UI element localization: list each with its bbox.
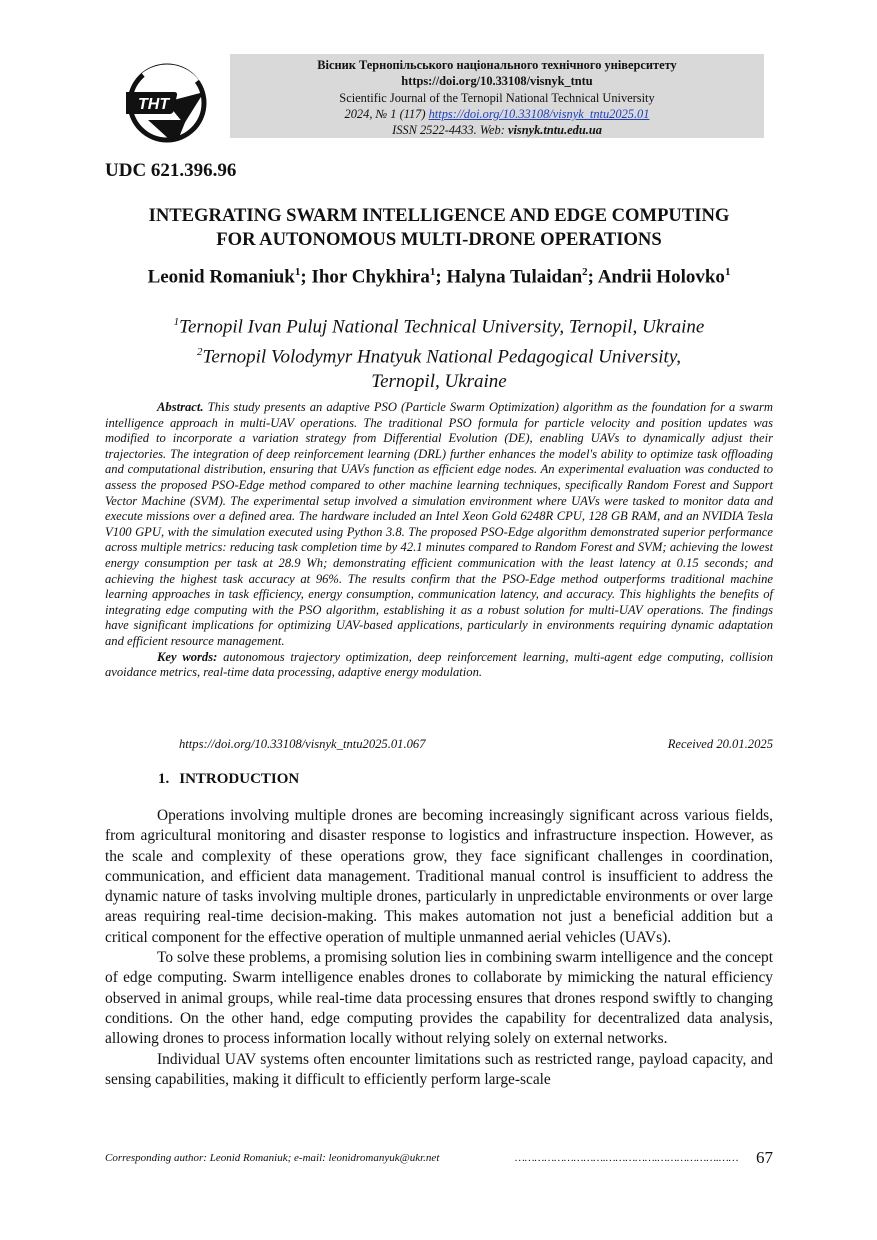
affiliation-text: Ternopil Ivan Puluj National Technical University, Ternopil, Ukraine [179, 316, 705, 338]
page-footer [105, 1152, 773, 1164]
university-logo [126, 62, 208, 144]
affiliation-text: Ternopil Volodymyr Hnatyuk National Pedagogical University, [202, 346, 681, 368]
footer-dots: ……………………….…………….……………….…… [515, 1152, 739, 1164]
section-heading [158, 771, 299, 788]
author-name: Ihor Chykhira [311, 266, 430, 288]
paper-title [105, 204, 773, 252]
title-line-1: INTEGRATING SWARM INTELLIGENCE AND EDGE COMPUTING [148, 205, 730, 226]
author-affiliation-mark: 2 [582, 266, 588, 278]
body-paragraph: To solve these problems, a promising solution lies in combining swarm intelligence and the concept of edge computing. Swarm intelligence enables drones to collaborate by mimicking the natural efficiency observed in animal groups, while real-time data processing ensures that drones respond swiftly to changing conditions. On the other hand, edge computing provides the capability for decentralized data analysis, allowing drones to process information locally without relying solely on external networks. [105, 949, 773, 1048]
journal-title-en: Scientific Journal of the Ternopil National Technical University [339, 90, 655, 105]
author-name: Andrii Holovko [597, 266, 725, 288]
udc-code: UDC 621.396.96 [105, 160, 237, 181]
affiliation-mark: 2 [197, 345, 203, 358]
keywords-paragraph [105, 650, 773, 681]
author-separator: ; [435, 266, 447, 288]
issue-line [230, 106, 764, 122]
body-paragraph: Individual UAV systems often encounter limitations such as restricted range, payload capacity, and sensing capabilities, making it difficult to efficiently perform large-scale [105, 1050, 773, 1088]
title-line-2: FOR AUTONOMOUS MULTI-DRONE OPERATIONS [216, 229, 662, 250]
article-doi[interactable]: https://doi.org/10.33108/visnyk_tntu2025.01.067 [179, 737, 426, 751]
section-title: INTRODUCTION [179, 771, 300, 787]
author-separator: ; [587, 266, 598, 288]
keywords-text: autonomous trajectory optimization, deep reinforcement learning, multi-agent edge computing, collision avoidance metrics, real-time data processing, adaptive energy modulation. [105, 649, 773, 680]
keywords-label: Key words: [157, 649, 218, 664]
issn: ISSN 2522-4433. Web: [392, 123, 505, 138]
author-name: Halyna Tulaidan [446, 266, 583, 288]
abstract-label: Abstract. [157, 400, 204, 414]
journal-website[interactable]: visnyk.tntu.edu.ua [507, 123, 602, 138]
affiliation-mark: 1 [173, 316, 180, 328]
page-number: 67 [756, 1148, 773, 1167]
issn-line [230, 122, 764, 138]
abstract-paragraph [105, 400, 773, 650]
body-paragraph: Operations involving multiple drones are becoming increasingly significant across various fields, from agricultural monitoring and disaster response to logistics and infrastructure inspection. However, as the scale and complexity of these operations grow, they face significant challenges in coordination, communication, and efficient data management. Traditional manual control is insufficient to address the dynamic nature of tasks involving multiple drones, particularly in unpredictable environments or over large areas requiring real-time decision-making. This makes automation not just a beneficial addition but a critical component for the effective operation of multiple unmanned aerial vehicles (UAVs). [105, 807, 773, 946]
section-number: 1. [158, 771, 170, 787]
author-name: Leonid Romaniuk [147, 266, 295, 288]
journal-doi-ua: https://doi.org/10.33108/visnyk_tntu [401, 74, 593, 89]
affiliation-1 [105, 310, 773, 340]
svg-text:ТНТ: ТНТ [138, 96, 170, 113]
affiliations [105, 310, 773, 394]
received-date: Received 20.01.2025 [667, 737, 773, 751]
affiliation-2 [105, 340, 773, 370]
abstract-text: This study presents an adaptive PSO (Particle Swarm Optimization) algorithm as the foundation for a swarm intelligence approach in multi-UAV operations. The traditional PSO formula for particle velocity and position updates was modified to incorporate a variation strategy from Differential Evolution (DE), enabling UAVs to dynamically adjust their trajectories. The integration of deep reinforcement learning (DRL) further enhances the model's ability to optimize task offloading and computational distribution, ensuring that UAVs function as efficient edge nodes. An experimental evaluation was conducted to assess the proposed PSO-Edge method compared to other machine learning techniques, specifically Random Forest and Support Vector Machine (SVM). The experimental setup involved a simulation environment where UAVs were tasked to monitor data and execute missions over a defined area. The hardware included an Intel Xeon Gold 6248R CPU, 128 GB RAM, and an NVIDIA Tesla V100 GPU, with the simulation executed using Python 3.8. The proposed PSO-Edge algorithm demonstrated superior performance across multiple metrics: reducing task completion time by 42.1 minutes compared to Random Forest and SVM; achieving the lowest energy consumption per task at 28.9 Wh; demonstrating efficient communication with the least latency at 0.15 seconds; and achieving the highest task accuracy at 96%. The results confirm that the PSO-Edge method outperforms traditional machine learning approaches in task efficiency, energy consumption, communication latency, and accuracy. This highlights the benefits of integrating edge computing with the PSO algorithm, establishing it as a robust solution for multi-UAV operations. The findings have significant implications for optimizing UAV-based applications, particularly in environments requiring dynamic adaptation and efficient resource management. [105, 400, 773, 648]
author-affiliation-mark: 1 [294, 266, 301, 278]
abstract [105, 400, 773, 681]
journal-header [230, 54, 764, 138]
issue-number: 2024, № 1 (117) [344, 106, 426, 121]
author-affiliation-mark: 1 [724, 266, 731, 278]
author-affiliation-mark: 1 [429, 266, 436, 278]
author-list [105, 266, 773, 288]
affiliation-2-line-2: Ternopil, Ukraine [371, 370, 507, 392]
issue-doi-link[interactable]: https://doi.org/10.33108/visnyk_tntu2025.01 [428, 106, 650, 121]
author-separator: ; [300, 266, 312, 288]
body-text [105, 806, 773, 1090]
journal-title-ua: Вісник Тернопільського національного технічного університету [317, 58, 677, 72]
corresponding-author: Corresponding author: Leonid Romaniuk; e-mail: leonidromanyuk@ukr.net [105, 1152, 440, 1164]
